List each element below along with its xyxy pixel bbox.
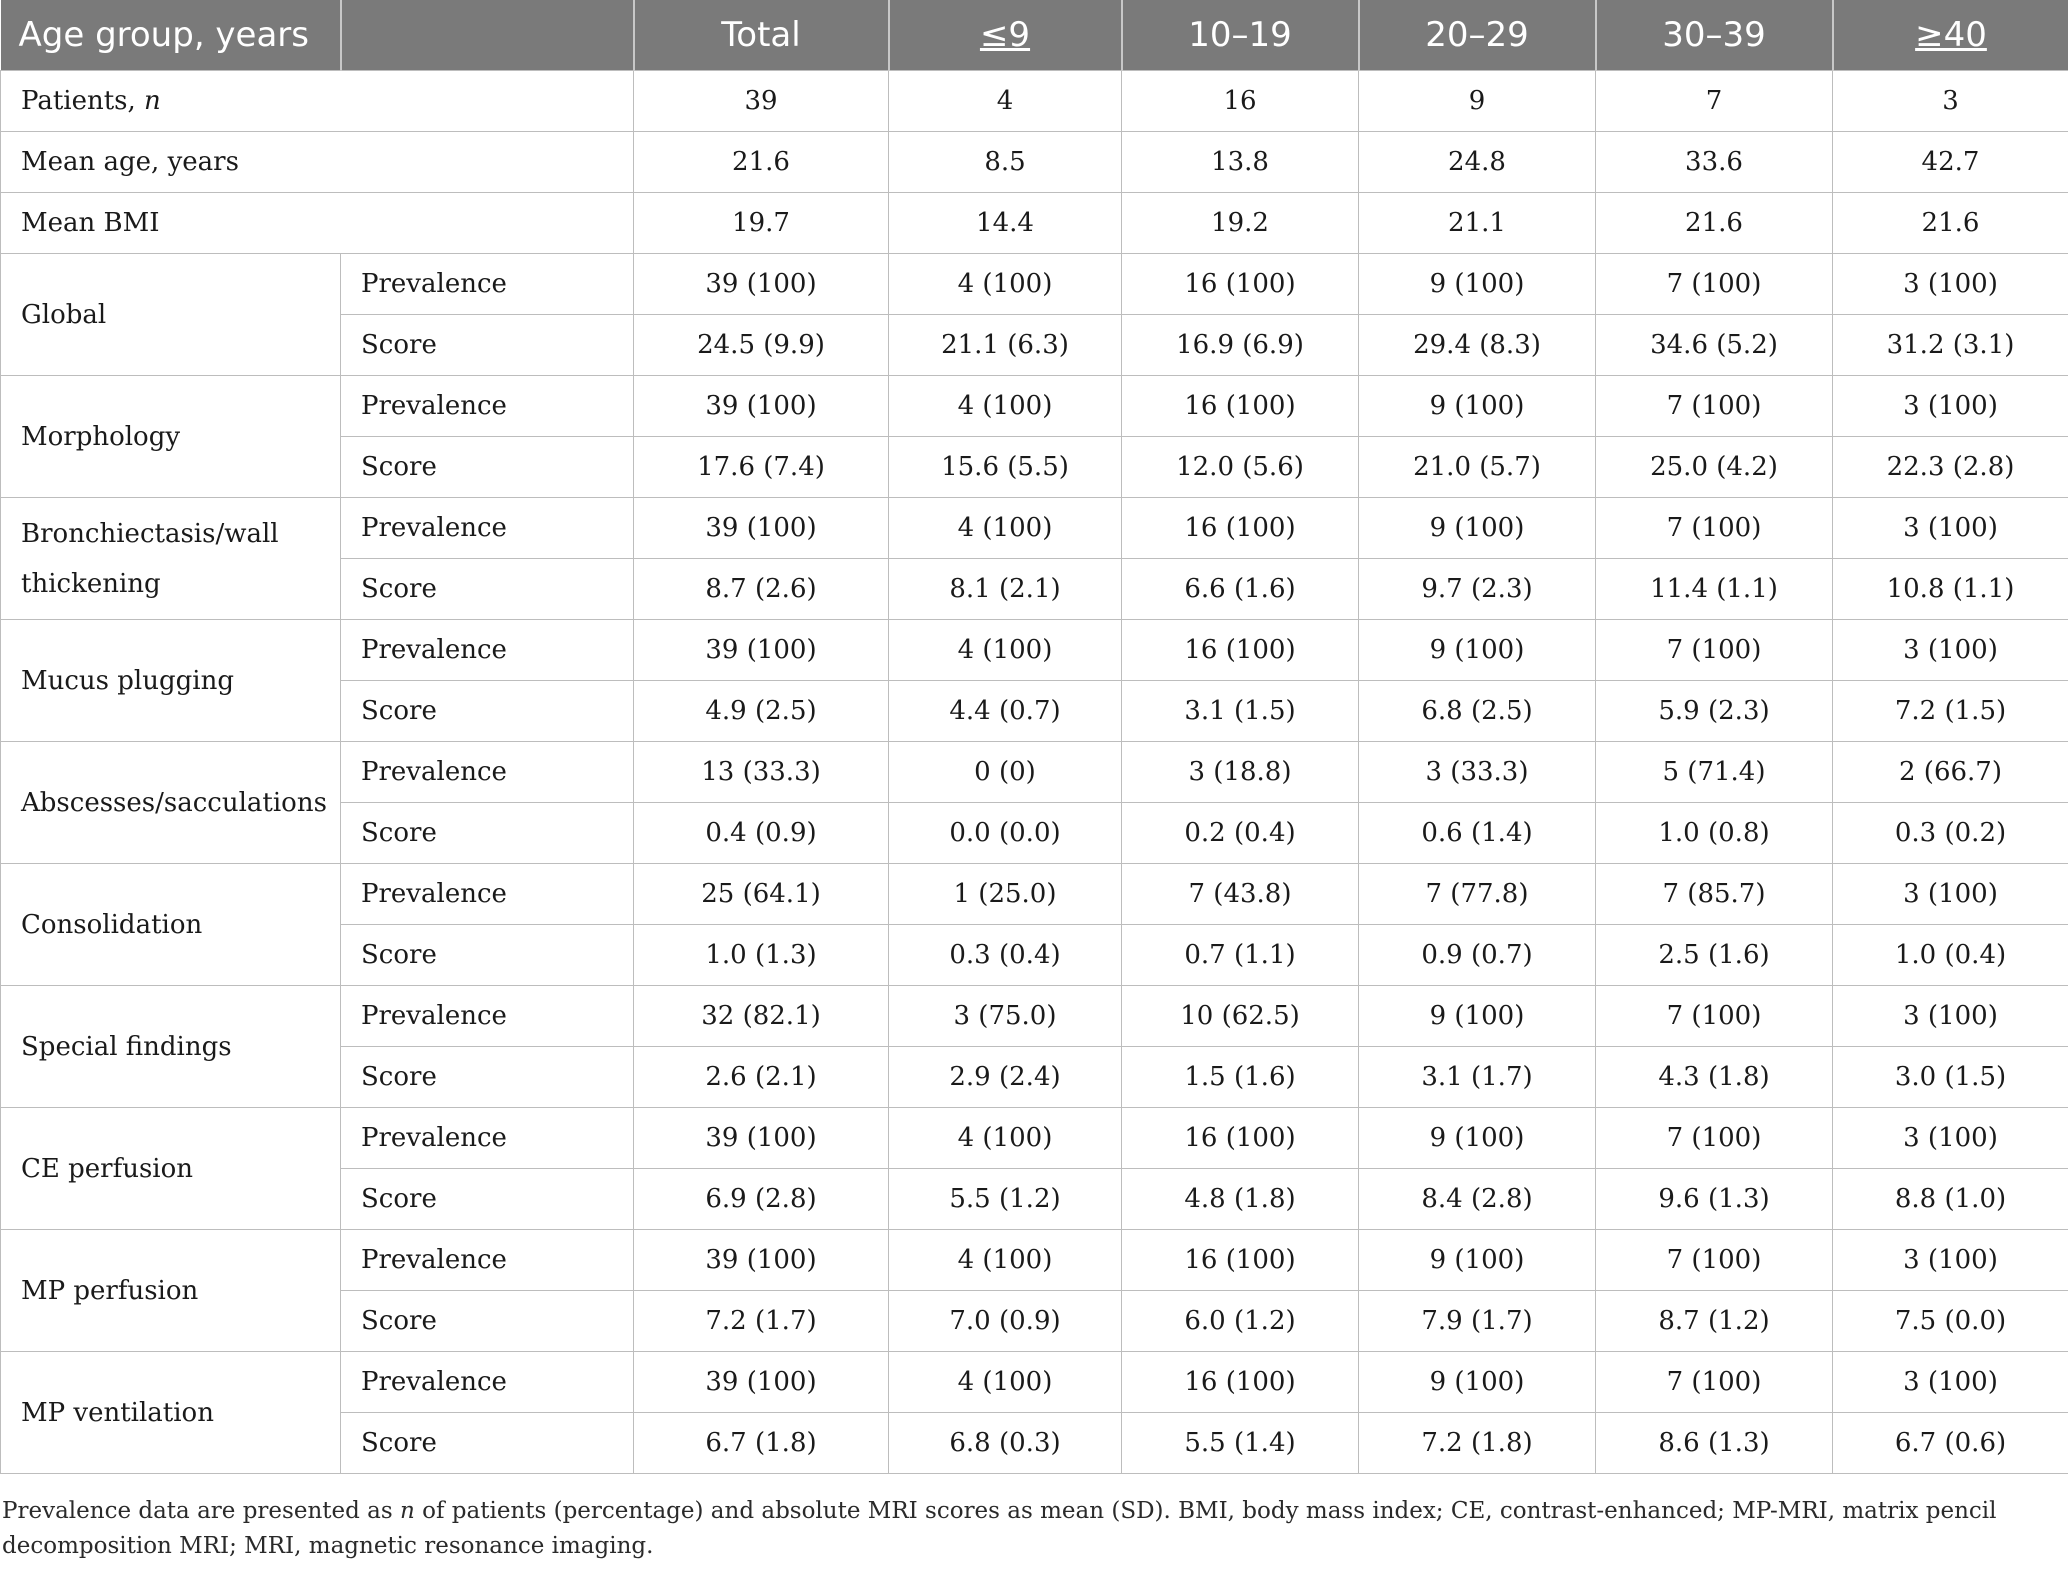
table-cell: 21.6 <box>1596 193 1833 254</box>
table-cell: 0.4 (0.9) <box>634 803 889 864</box>
table-cell: 3 (100) <box>1833 864 2068 925</box>
table-cell: 6.7 (0.6) <box>1833 1413 2068 1474</box>
table-cell: 4 (100) <box>889 254 1122 315</box>
table-cell: 7.0 (0.9) <box>889 1291 1122 1352</box>
table-cell: 7 (43.8) <box>1122 864 1359 925</box>
table-cell: 17.6 (7.4) <box>634 437 889 498</box>
row-label <box>1 132 634 193</box>
group-label: CE perfusion <box>1 1108 341 1230</box>
table-cell: 7 (100) <box>1596 620 1833 681</box>
table-cell: 16 (100) <box>1122 1108 1359 1169</box>
table-cell: 4 (100) <box>889 376 1122 437</box>
table-cell: 4 (100) <box>889 620 1122 681</box>
header-row <box>1 0 2068 71</box>
table-cell: 24.8 <box>1359 132 1596 193</box>
footnote-italic-n: n <box>399 1498 415 1524</box>
table-cell: 9 (100) <box>1359 986 1596 1047</box>
table-cell: 3.1 (1.7) <box>1359 1047 1596 1108</box>
row-label-text: Mean BMI <box>21 208 160 238</box>
table-cell: 7.5 (0.0) <box>1833 1291 2068 1352</box>
measure-label-prevalence: Prevalence <box>341 1108 634 1169</box>
table-cell: 5 (71.4) <box>1596 742 1833 803</box>
table-cell: 3 <box>1833 71 2068 132</box>
group-label: Consolidation <box>1 864 341 986</box>
table-row <box>1 71 2068 132</box>
table-cell: 39 (100) <box>634 1352 889 1413</box>
row-label-text: Mean age, years <box>21 147 239 177</box>
measure-label-score: Score <box>341 681 634 742</box>
group-label: Global <box>1 254 341 376</box>
table-cell: 3 (75.0) <box>889 986 1122 1047</box>
table-cell: 0.3 (0.4) <box>889 925 1122 986</box>
table-row <box>1 1352 2068 1413</box>
table-cell: 3 (100) <box>1833 376 2068 437</box>
table-cell: 3 (100) <box>1833 620 2068 681</box>
table-cell: 3 (100) <box>1833 1108 2068 1169</box>
table-cell: 16 (100) <box>1122 1230 1359 1291</box>
table-cell: 11.4 (1.1) <box>1596 559 1833 620</box>
table-cell: 32 (82.1) <box>634 986 889 1047</box>
table-cell: 19.7 <box>634 193 889 254</box>
measure-label-score: Score <box>341 1291 634 1352</box>
table-cell: 8.7 (1.2) <box>1596 1291 1833 1352</box>
table-cell: 9 (100) <box>1359 254 1596 315</box>
table-cell: 39 (100) <box>634 1108 889 1169</box>
table-cell: 39 (100) <box>634 1230 889 1291</box>
table-cell: 22.3 (2.8) <box>1833 437 2068 498</box>
measure-label-prevalence: Prevalence <box>341 254 634 315</box>
table-cell: 2.9 (2.4) <box>889 1047 1122 1108</box>
table-cell: 9 (100) <box>1359 1230 1596 1291</box>
table-cell: 42.7 <box>1833 132 2068 193</box>
group-label: Morphology <box>1 376 341 498</box>
table-cell: 7.9 (1.7) <box>1359 1291 1596 1352</box>
row-label <box>1 71 634 132</box>
table-cell: 6.6 (1.6) <box>1122 559 1359 620</box>
table-cell: 9 (100) <box>1359 1108 1596 1169</box>
table-cell: 6.8 (2.5) <box>1359 681 1596 742</box>
header-ge40 <box>1833 0 2068 71</box>
table-cell: 0.0 (0.0) <box>889 803 1122 864</box>
group-label: MP ventilation <box>1 1352 341 1474</box>
table-cell: 24.5 (9.9) <box>634 315 889 376</box>
table-row <box>1 742 2068 803</box>
table-cell: 7.2 (1.7) <box>634 1291 889 1352</box>
table-cell: 8.1 (2.1) <box>889 559 1122 620</box>
header-20-29: 20–29 <box>1359 0 1596 71</box>
table-cell: 13 (33.3) <box>634 742 889 803</box>
table-cell: 16 (100) <box>1122 254 1359 315</box>
table-cell: 4 (100) <box>889 1108 1122 1169</box>
measure-label-prevalence: Prevalence <box>341 620 634 681</box>
group-label: Abscesses/sacculations <box>1 742 341 864</box>
measure-label-score: Score <box>341 315 634 376</box>
row-label-text: Patients, <box>21 86 145 116</box>
table-cell: 1.5 (1.6) <box>1122 1047 1359 1108</box>
header-30-39: 30–39 <box>1596 0 1833 71</box>
measure-label-prevalence: Prevalence <box>341 986 634 1047</box>
row-label <box>1 193 634 254</box>
table-cell: 21.6 <box>1833 193 2068 254</box>
table-cell: 4 (100) <box>889 1352 1122 1413</box>
table-cell: 39 <box>634 71 889 132</box>
table-cell: 25 (64.1) <box>634 864 889 925</box>
table-cell: 16 (100) <box>1122 1352 1359 1413</box>
footnote-part2: of patients (percentage) and absolute MRI scores as mean (SD). BMI, body mass index; CE, contrast-enhanced; MP-MRI, matrix pencil decomposition MRI; MRI, magnetic resonance imaging. <box>2 1498 1997 1559</box>
table-cell: 1.0 (0.4) <box>1833 925 2068 986</box>
table-cell: 16 (100) <box>1122 498 1359 559</box>
measure-label-score: Score <box>341 925 634 986</box>
table-cell: 14.4 <box>889 193 1122 254</box>
table-cell: 39 (100) <box>634 498 889 559</box>
table-cell: 8.7 (2.6) <box>634 559 889 620</box>
row-label-italic: n <box>144 86 161 116</box>
table-cell: 8.6 (1.3) <box>1596 1413 1833 1474</box>
table-cell: 7 (77.8) <box>1359 864 1596 925</box>
table-cell: 1.0 (0.8) <box>1596 803 1833 864</box>
table-cell: 3 (100) <box>1833 498 2068 559</box>
header-le9 <box>889 0 1122 71</box>
header-ge40-text: ≥40 <box>1915 15 1987 55</box>
table-cell: 2.6 (2.1) <box>634 1047 889 1108</box>
table-cell: 7 (100) <box>1596 1230 1833 1291</box>
table-cell: 9.6 (1.3) <box>1596 1169 1833 1230</box>
table-cell: 31.2 (3.1) <box>1833 315 2068 376</box>
group-label: Special findings <box>1 986 341 1108</box>
table-cell: 4.8 (1.8) <box>1122 1169 1359 1230</box>
table-cell: 2 (66.7) <box>1833 742 2068 803</box>
measure-label-score: Score <box>341 1169 634 1230</box>
table-cell: 7 (100) <box>1596 986 1833 1047</box>
table-row <box>1 864 2068 925</box>
header-age-group: Age group, years <box>1 0 341 71</box>
table-cell: 7.2 (1.8) <box>1359 1413 1596 1474</box>
table-cell: 9 (100) <box>1359 1352 1596 1413</box>
table-cell: 21.0 (5.7) <box>1359 437 1596 498</box>
table-cell: 16 (100) <box>1122 620 1359 681</box>
table-row <box>1 498 2068 559</box>
table-cell: 9.7 (2.3) <box>1359 559 1596 620</box>
table-cell: 3 (100) <box>1833 1352 2068 1413</box>
header-le9-text: ≤9 <box>979 15 1031 55</box>
table-cell: 19.2 <box>1122 193 1359 254</box>
table-cell: 3.0 (1.5) <box>1833 1047 2068 1108</box>
table-cell: 7 (85.7) <box>1596 864 1833 925</box>
measure-label-prevalence: Prevalence <box>341 1352 634 1413</box>
table-cell: 3 (100) <box>1833 1230 2068 1291</box>
table-cell: 8.5 <box>889 132 1122 193</box>
table-cell: 21.6 <box>634 132 889 193</box>
table-cell: 6.8 (0.3) <box>889 1413 1122 1474</box>
table-cell: 7 (100) <box>1596 1108 1833 1169</box>
measure-label-score: Score <box>341 803 634 864</box>
table-row <box>1 254 2068 315</box>
table-cell: 12.0 (5.6) <box>1122 437 1359 498</box>
measure-label-score: Score <box>341 1047 634 1108</box>
table-cell: 21.1 <box>1359 193 1596 254</box>
table-cell: 7 (100) <box>1596 376 1833 437</box>
table-cell: 9 <box>1359 71 1596 132</box>
table-row <box>1 132 2068 193</box>
table-cell: 0.9 (0.7) <box>1359 925 1596 986</box>
table-row <box>1 986 2068 1047</box>
table-cell: 0.7 (1.1) <box>1122 925 1359 986</box>
table-cell: 29.4 (8.3) <box>1359 315 1596 376</box>
table-cell: 3 (18.8) <box>1122 742 1359 803</box>
table-footnote <box>0 1494 2042 1564</box>
footnote-part1: Prevalence data are presented as <box>2 1498 400 1524</box>
table-cell: 4 (100) <box>889 1230 1122 1291</box>
table-cell: 10.8 (1.1) <box>1833 559 2068 620</box>
measure-label-prevalence: Prevalence <box>341 864 634 925</box>
table-row <box>1 193 2068 254</box>
measure-label-prevalence: Prevalence <box>341 742 634 803</box>
table-body <box>1 71 2068 1474</box>
table-cell: 9 (100) <box>1359 620 1596 681</box>
table-cell: 33.6 <box>1596 132 1833 193</box>
table-cell: 4.4 (0.7) <box>889 681 1122 742</box>
table-cell: 4.9 (2.5) <box>634 681 889 742</box>
table-cell: 13.8 <box>1122 132 1359 193</box>
table-header <box>1 0 2068 71</box>
table-cell: 3 (33.3) <box>1359 742 1596 803</box>
table-cell: 9 (100) <box>1359 376 1596 437</box>
group-label: Bronchiectasis/wall thickening <box>1 498 341 620</box>
table-cell: 8.4 (2.8) <box>1359 1169 1596 1230</box>
table-cell: 39 (100) <box>634 376 889 437</box>
table-cell: 9 (100) <box>1359 498 1596 559</box>
table-cell: 1.0 (1.3) <box>634 925 889 986</box>
table-row <box>1 1108 2068 1169</box>
table-cell: 0 (0) <box>889 742 1122 803</box>
header-total: Total <box>634 0 889 71</box>
table-cell: 6.7 (1.8) <box>634 1413 889 1474</box>
table-cell: 10 (62.5) <box>1122 986 1359 1047</box>
table-cell: 2.5 (1.6) <box>1596 925 1833 986</box>
measure-label-prevalence: Prevalence <box>341 1230 634 1291</box>
table-cell: 21.1 (6.3) <box>889 315 1122 376</box>
table-cell: 5.9 (2.3) <box>1596 681 1833 742</box>
measure-label-prevalence: Prevalence <box>341 498 634 559</box>
table-cell: 15.6 (5.5) <box>889 437 1122 498</box>
table-cell: 4 <box>889 71 1122 132</box>
table-cell: 7 (100) <box>1596 1352 1833 1413</box>
table-cell: 3 (100) <box>1833 986 2068 1047</box>
table-row <box>1 376 2068 437</box>
table-cell: 5.5 (1.4) <box>1122 1413 1359 1474</box>
table-cell: 0.3 (0.2) <box>1833 803 2068 864</box>
table-cell: 16 <box>1122 71 1359 132</box>
table-cell: 39 (100) <box>634 620 889 681</box>
table-cell: 6.0 (1.2) <box>1122 1291 1359 1352</box>
table-cell: 7 (100) <box>1596 254 1833 315</box>
table-cell: 7 <box>1596 71 1833 132</box>
table-cell: 3.1 (1.5) <box>1122 681 1359 742</box>
table-cell: 0.6 (1.4) <box>1359 803 1596 864</box>
table-row <box>1 1230 2068 1291</box>
measure-label-score: Score <box>341 559 634 620</box>
measure-label-score: Score <box>341 1413 634 1474</box>
group-label: Mucus plugging <box>1 620 341 742</box>
table-cell: 7 (100) <box>1596 498 1833 559</box>
table-cell: 3 (100) <box>1833 254 2068 315</box>
group-label: MP perfusion <box>1 1230 341 1352</box>
table-cell: 1 (25.0) <box>889 864 1122 925</box>
table-cell: 8.8 (1.0) <box>1833 1169 2068 1230</box>
header-blank <box>341 0 634 71</box>
table-cell: 4 (100) <box>889 498 1122 559</box>
table-cell: 34.6 (5.2) <box>1596 315 1833 376</box>
table-cell: 16 (100) <box>1122 376 1359 437</box>
header-10-19: 10–19 <box>1122 0 1359 71</box>
table-cell: 39 (100) <box>634 254 889 315</box>
table-cell: 0.2 (0.4) <box>1122 803 1359 864</box>
measure-label-score: Score <box>341 437 634 498</box>
table-cell: 25.0 (4.2) <box>1596 437 1833 498</box>
table-cell: 16.9 (6.9) <box>1122 315 1359 376</box>
measure-label-prevalence: Prevalence <box>341 376 634 437</box>
table-cell: 5.5 (1.2) <box>889 1169 1122 1230</box>
table-cell: 7.2 (1.5) <box>1833 681 2068 742</box>
table-cell: 4.3 (1.8) <box>1596 1047 1833 1108</box>
table-cell: 6.9 (2.8) <box>634 1169 889 1230</box>
table-row <box>1 620 2068 681</box>
